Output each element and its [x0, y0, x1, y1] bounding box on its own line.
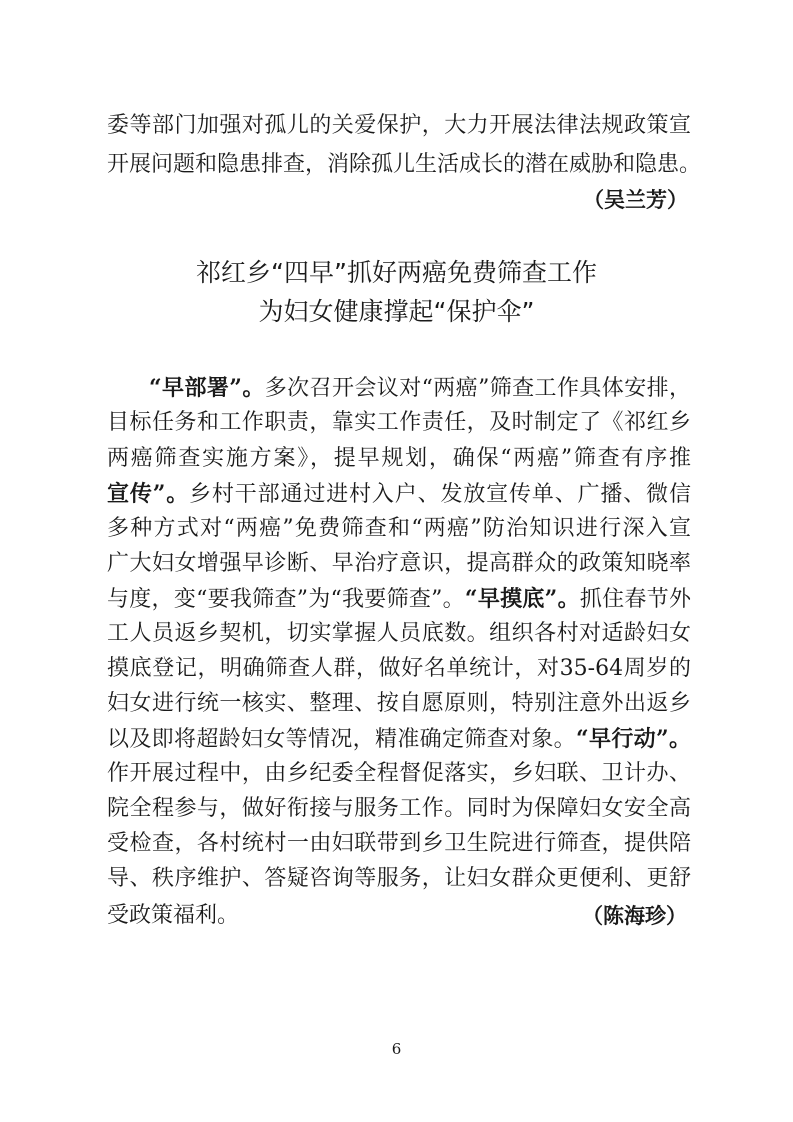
body-line-9: [107, 654, 691, 684]
body-line-10: [107, 689, 691, 719]
body-line-5: [107, 514, 691, 544]
body-line-14-text: 受检查，各村统村一由妇联带到乡卫生院进行筛查，提供陪: [107, 831, 691, 856]
body-line-15: [107, 864, 691, 894]
body-line-5-text: 多种方式对“两癌”免费筛查和“两癌”防治知识进行深入宣: [107, 516, 691, 541]
body-line-15-text: 导、秩序维护、答疑咨询等服务，让妇女群众更便利、更舒: [107, 866, 691, 891]
body-line-10-text: 妇女进行统一核实、整理、按自愿原则，特别注意外出返乡: [107, 691, 691, 716]
body-line-4-text: 乡村干部通过进村入户、发放宣传单、广播、微信: [189, 482, 691, 507]
body-line-1: [149, 373, 691, 403]
heading-early-survey: “早摸底”。: [464, 586, 580, 612]
heading-early-action: “早行动”。: [576, 726, 691, 752]
body-line-3: [107, 444, 691, 474]
article-signature: （陈海珍）: [582, 903, 687, 928]
body-line-7-tail: 抓住春节外: [579, 587, 691, 612]
heading-early-deploy: “早部署”。: [149, 375, 265, 401]
body-line-7: [107, 584, 691, 614]
body-line-4: [107, 479, 691, 509]
body-line-12-text: 作开展过程中，由乡纪委全程督促落实，乡妇联、卫计办、: [107, 761, 691, 786]
body-line-8: [107, 619, 691, 649]
body-line-2: [107, 408, 691, 438]
body-line-8-text: 工人员返乡契机，切实掌握人员底数。组织各村对适龄妇女: [107, 621, 691, 646]
body-line-14: [107, 829, 691, 859]
prev-signature: （吴兰芳）: [583, 187, 688, 212]
body-line-3-text: 两癌筛查实施方案》，提早规划，确保“两癌”筛查有序推: [107, 446, 691, 471]
prev-line-1: [107, 111, 691, 141]
body-line-7-text: 与度，变“要我筛查”为“我要筛查”。: [107, 587, 465, 612]
body-line-13: [107, 794, 691, 824]
body-line-13-text: 院全程参与，做好衔接与服务工作。同时为保障妇女安全高: [107, 796, 691, 821]
body-line-6-text: 广大妇女增强早诊断、早治疗意识，提高群众的政策知晓率: [107, 551, 691, 576]
prev-line-2: 开展问题和隐患排查，消除孤儿生活成长的潜在威胁和隐患。: [107, 152, 702, 177]
body-line-2-text: 目标任务和工作职责，靠实工作责任，及时制定了《祁红乡: [107, 410, 691, 435]
body-line-6: [107, 549, 691, 579]
body-line-11: [107, 724, 691, 754]
article-title-line-1: 祁红乡“四早”抓好两癌免费筛查工作: [196, 258, 597, 287]
article-title-line-2: 为妇女健康撑起“保护伞”: [258, 297, 535, 326]
page-number: 6: [391, 1040, 402, 1058]
body-line-12: [107, 759, 691, 789]
body-line-1-text: 多次召开会议对“两癌”筛查工作具体安排，: [264, 376, 691, 401]
heading-early-publicity-end: 宣传”。: [107, 481, 190, 507]
prev-line-1-text: 委等部门加强对孤儿的关爱保护，大力开展法律法规政策宣: [107, 113, 691, 138]
body-line-11-text: 以及即将超龄妇女等情况，精准确定筛查对象。: [107, 727, 577, 752]
body-line-16: 受政策福利。: [107, 903, 240, 928]
body-line-9-text: 摸底登记，明确筛查人群，做好名单统计，对35-64周岁的: [107, 656, 691, 681]
